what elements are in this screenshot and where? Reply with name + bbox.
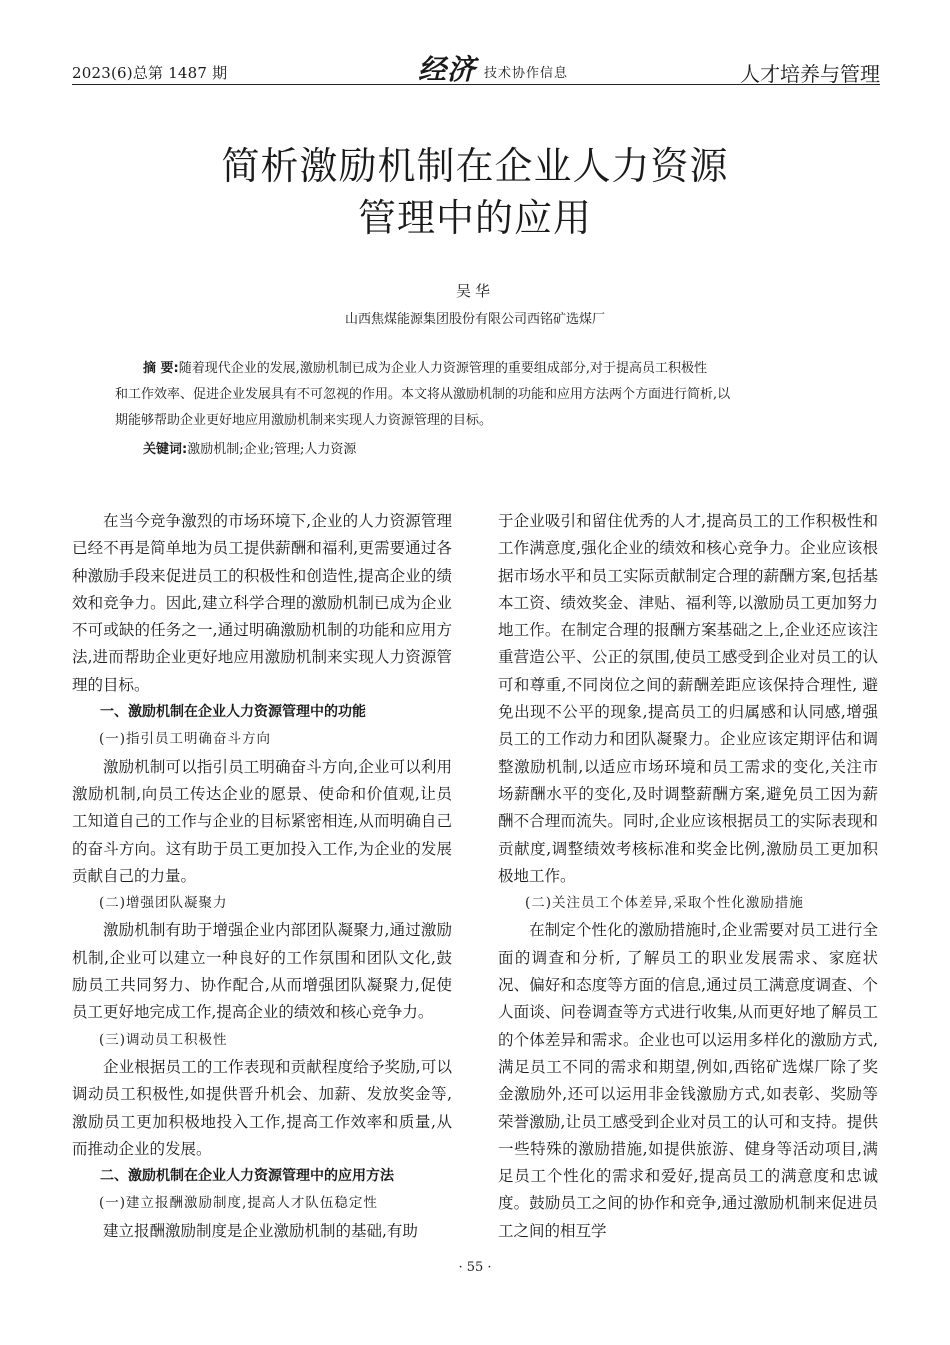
section-2-heading: 二、激励机制在企业人力资源管理中的应用方法: [100, 1168, 394, 1185]
section-name: 人才培养与管理: [740, 62, 880, 86]
keywords: [143, 438, 356, 457]
section-2-1-text-start: 建立报酬激励制度是企业激励机制的基础,有助: [103, 1221, 418, 1240]
keywords-text: 激励机制;企业;管理;人力资源: [187, 442, 357, 457]
title-line-1: 简析激励机制在企业人力资源: [221, 144, 729, 188]
section-1-1-text: 激励机制可以指引员工明确奋斗方向,企业可以利用激励机制,向员工传达企业的愿景、使命和价值观,让员工知道自己的工作与企业的目标紧密相连,从而明确自己的奋斗方向。这有助于员工更加投入工作,为企业的发展贡献自己的力量。: [72, 757, 452, 885]
affiliation: 山西焦煤能源集团股份有限公司西铭矿选煤厂: [344, 312, 605, 327]
left-column: [72, 508, 452, 1245]
keywords-label: 关键词:: [143, 442, 188, 457]
page-number: · 55 ·: [458, 1260, 492, 1275]
right-column: [498, 508, 878, 1245]
title-line-2: 管理中的应用: [357, 196, 592, 240]
journal-logo: 经济: [418, 53, 477, 86]
section-2-2-heading: (二)关注员工个体差异,采取个性化激励措施: [525, 895, 804, 912]
section-2-1-text-cont: 于企业吸引和留住优秀的人才,提高员工的工作积极性和工作满意度,强化企业的绩效和核心竞争力。企业应该根据市场水平和员工实际贡献制定合理的薪酬方案,包括基本工资、绩效奖金、津贴、福利等,以激励员工更加努力地工作。在制定合理的报酬方案基础之上,企业还应该注重营造公平、公正的氛围,使员工感受到企业对员工的认可和尊重,不同岗位之间的薪酬差距应该保持合理性, 避免出现不公平的现象,提高员工的归属感和认同感,增强员工的工作动力和团队凝聚力。企业应该定期评估和调整激励机制,以适应市场环境和员工需求的变化,关注市场薪酬水平的变化,及时调整薪酬方案,避免员工因为薪酬不合理而流失。同时,企业应该根据员工的实际表现和贡献度,调整绩效考核标准和奖金比例,激励员工更加积极地工作。: [498, 512, 878, 885]
author: 吴华: [455, 282, 494, 300]
abstract-line-3: 期能够帮助企业更好地应用激励机制来实现人力资源管理的目标。: [115, 413, 493, 428]
issue-info: 2023(6)总第 1487 期: [72, 64, 228, 82]
header-rule: [72, 84, 880, 85]
section-1-2-text: 激励机制有助于增强企业内部团队凝聚力,通过激励机制,企业可以建立一种良好的工作氛围和团队文化,鼓励员工共同努力、协作配合,从而增强团队凝聚力,促使员工更好地完成工作,提高企业的绩效和核心竞争力。: [72, 921, 452, 1022]
section-1-heading: 一、激励机制在企业人力资源管理中的功能: [100, 704, 366, 721]
abstract-line-2: 和工作效率、促进企业发展具有不可忽视的作用。本文将从激励机制的功能和应用方法两个方面进行简析,以: [115, 387, 731, 402]
abstract-text-1: 随着现代企业的发展,激励机制已成为企业人力资源管理的重要组成部分,对于提高员工积极性: [178, 361, 707, 376]
abstract-label: 摘 要:: [143, 361, 179, 376]
journal-subtitle: 技术协作信息: [484, 66, 569, 81]
section-2-2-text: 在制定个性化的激励措施时,企业需要对员工进行全面的调查和分析, 了解员工的职业发展需求、家庭状况、偏好和态度等方面的信息,通过员工满意度调查、个人面谈、问卷调查等方式进行收集,从而更好地了解员工的个体差异和需求。企业也可以运用多样化的激励方式,满足员工不同的需求和期望,例如,西铭矿选煤厂除了奖金激励外,还可以运用非金钱激励方式,如表彰、奖励等荣誉激励,让员工感受到企业对员工的认可和支持。提供一些特殊的激励措施,如提供旅游、健身等活动项目,满足员工个性化的需求和爱好,提高员工的满意度和忠诚度。鼓励员工之间的协作和竞争,通过激励机制来促进员工之间的相互学: [498, 921, 878, 1240]
running-header: [0, 0, 950, 96]
section-1-1-heading: (一)指引员工明确奋斗方向: [99, 731, 272, 748]
abstract-line-1: [115, 356, 837, 382]
intro-paragraph: 在当今竞争激烈的市场环境下,企业的人力资源管理已经不再是简单地为员工提供薪酬和福利,更需要通过各种激励手段来促进员工的积极性和创造性,提高企业的绩效和竞争力。因此,建立科学合理的激励机制已成为企业不可或缺的任务之一,通过明确激励机制的功能和应用方法,进而帮助企业更好地应用激励机制来实现人力资源管理的目标。: [72, 512, 452, 694]
section-2-1-heading: (一)建立报酬激励制度,提高人才队伍稳定性: [99, 1195, 378, 1212]
section-1-2-heading: (二)增强团队凝聚力: [99, 895, 228, 912]
section-1-3-heading: (三)调动员工积极性: [99, 1031, 228, 1048]
article-title: [0, 140, 950, 244]
abstract: [115, 356, 837, 434]
section-1-3-text: 企业根据员工的工作表现和贡献程度给予奖励,可以调动员工积极性,如提供晋升机会、加薪、发放奖金等,激励员工更加积极地投入工作,提高工作效率和质量,从而推动企业的发展。: [72, 1057, 452, 1158]
